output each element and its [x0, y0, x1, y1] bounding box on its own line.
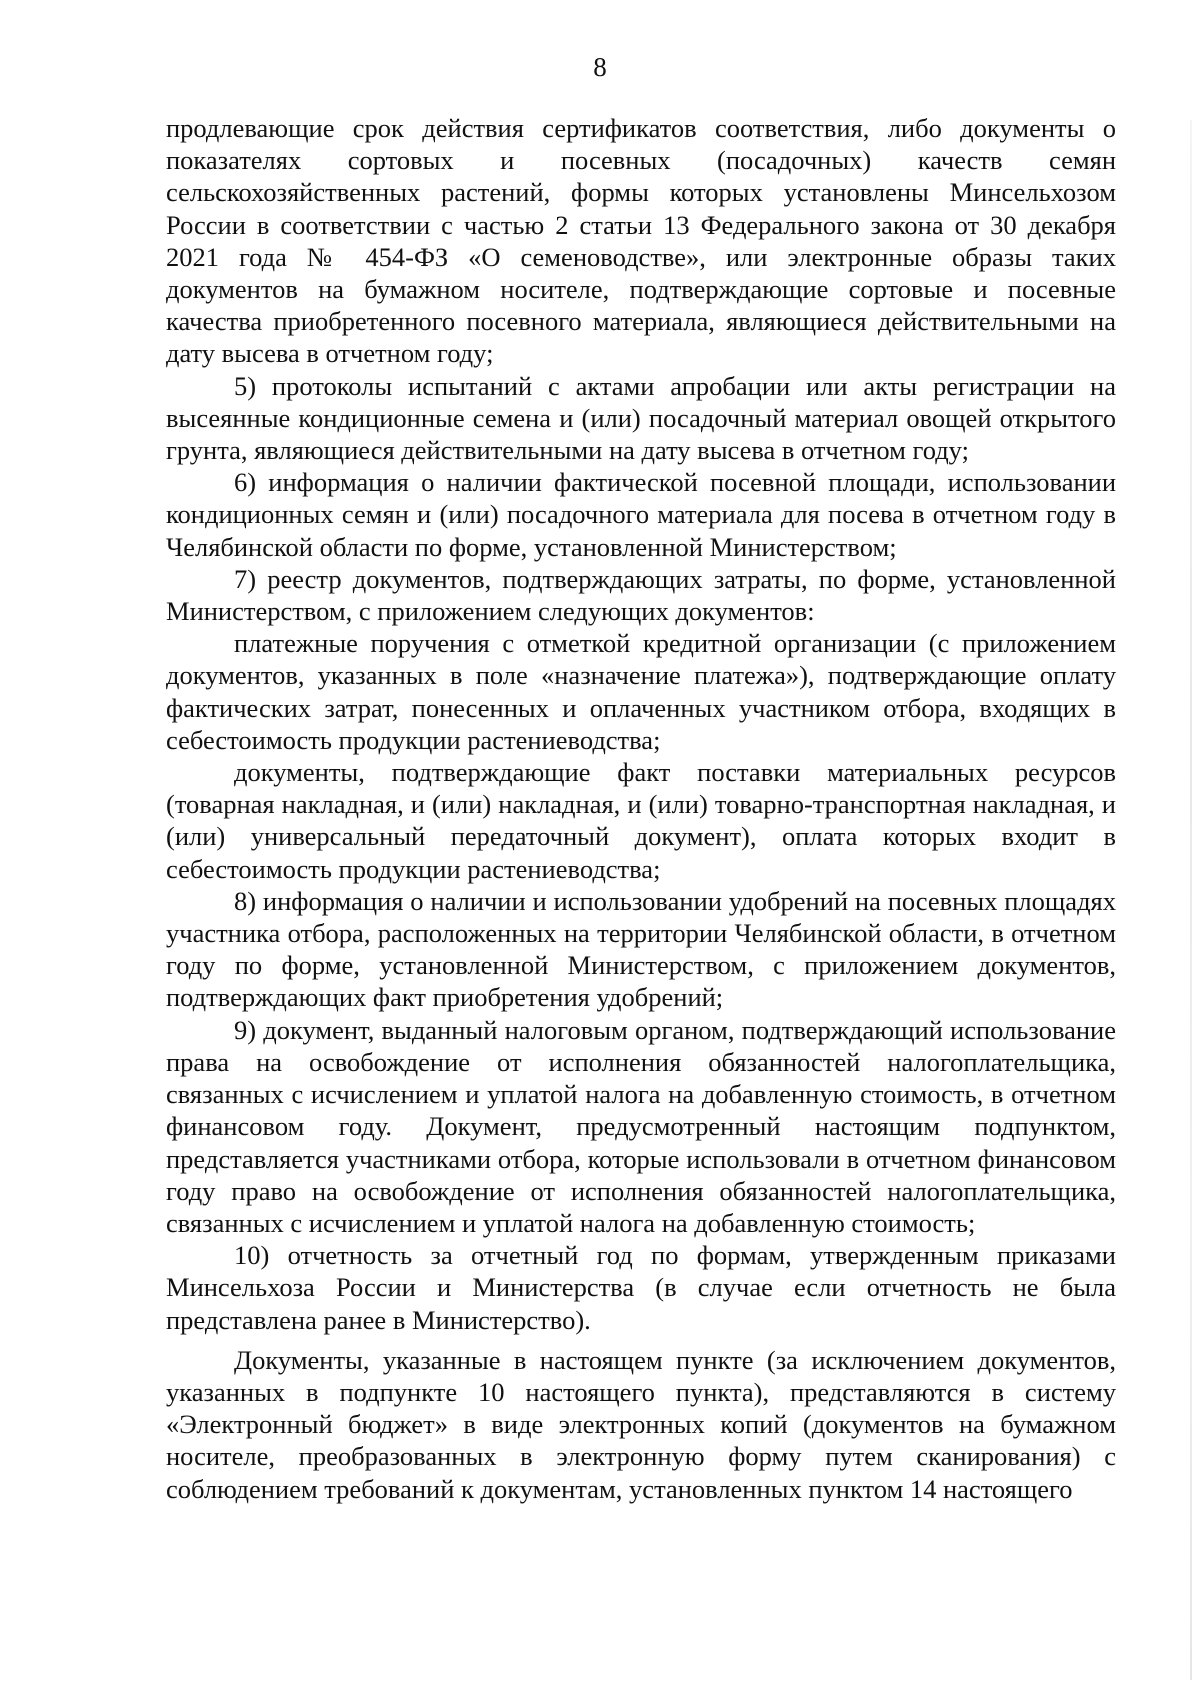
- paragraph-payment-orders: платежные поручения с отметкой кредитной организации (с приложением документов, указанных в поле «назначение платежа»), подтверждающие оплату фактических затрат, понесенных и оплаченных участником отбора, входящих в себестоимость продукции растениеводства;: [166, 628, 1116, 755]
- paragraph-continuation: продлевающие срок действия сертификатов соответствия, либо документы о показателях сортовых и посевных (посадочных) качеств семян сельскохозяйственных растений, формы которых установлены Минсельхозом России в соответствии с частью 2 статьи 13 Федерального закона от 30 декабря 2021 года № 454-ФЗ «О семеноводстве», или электронные образы таких документов на бумажном носителе, подтверждающие сортовые и посевные качества приобретенного посевного материала, являющиеся действительными на дату высева в отчетном году;: [166, 113, 1116, 369]
- paragraph-item-8: 8) информация о наличии и использовании удобрений на посевных площадях участника отбора, расположенных на территории Челябинской области, в отчетном году по форме, установленной Министерством, с приложением документов, подтверждающих факт приобретения удобрений;: [166, 885, 1116, 1013]
- paragraph-item-5: 5) протоколы испытаний с актами апробации или акты регистрации на высеянные кондиционные семена и (или) посадочный материал овощей открытого грунта, являющиеся действительными на дату высева в отчетном году;: [166, 370, 1116, 466]
- paragraph-item-10: 10) отчетность за отчетный год по формам, утвержденным приказами Минсельхоза России и Министерства (в случае если отчетность не была представлена ранее в Министерство).: [166, 1240, 1116, 1335]
- scan-edge-line: [1190, 120, 1192, 1680]
- paragraph-delivery-documents: документы, подтверждающие факт поставки материальных ресурсов (товарная накладная, и (или) накладная, и (или) товарно-транспортная накладная, и (или) универсальный передаточный документ), оплата которых входит в себестоимость продукции растениеводства;: [166, 757, 1116, 884]
- paragraph-documents-note: Документы, указанные в настоящем пункте (за исключением документов, указанных в подпункте 10 настоящего пункта), представляются в систему «Электронный бюджет» в виде электронных копий (документов на бумажном носителе, преобразованных в электронную форму путем сканирования) с соблюдением требований к документам, установленных пунктом 14 настоящего: [166, 1344, 1116, 1504]
- paragraph-item-6: 6) информация о наличии фактической посевной площади, использовании кондиционных семян и (или) посадочного материала для посева в отчетном году в Челябинской области по форме, установленной Министерством;: [166, 467, 1116, 562]
- page-number: 8: [593, 52, 607, 82]
- document-body: [166, 112, 1116, 1505]
- paragraph-item-9: 9) документ, выданный налоговым органом, подтверждающий использование права на освобождение от исполнения обязанностей налогоплательщика, связанных с исчислением и уплатой налога на добавленную стоимость, в отчетном финансовом году. Документ, предусмотренный настоящим подпунктом, представляется участниками отбора, которые использовали в отчетном финансовом году право на освобождение от исполнения обязанностей налогоплательщика, связанных с исчислением и уплатой налога на добавленную стоимость;: [166, 1014, 1116, 1238]
- paragraph-item-7: 7) реестр документов, подтверждающих затраты, по форме, установленной Министерством, с приложением следующих документов:: [166, 563, 1116, 627]
